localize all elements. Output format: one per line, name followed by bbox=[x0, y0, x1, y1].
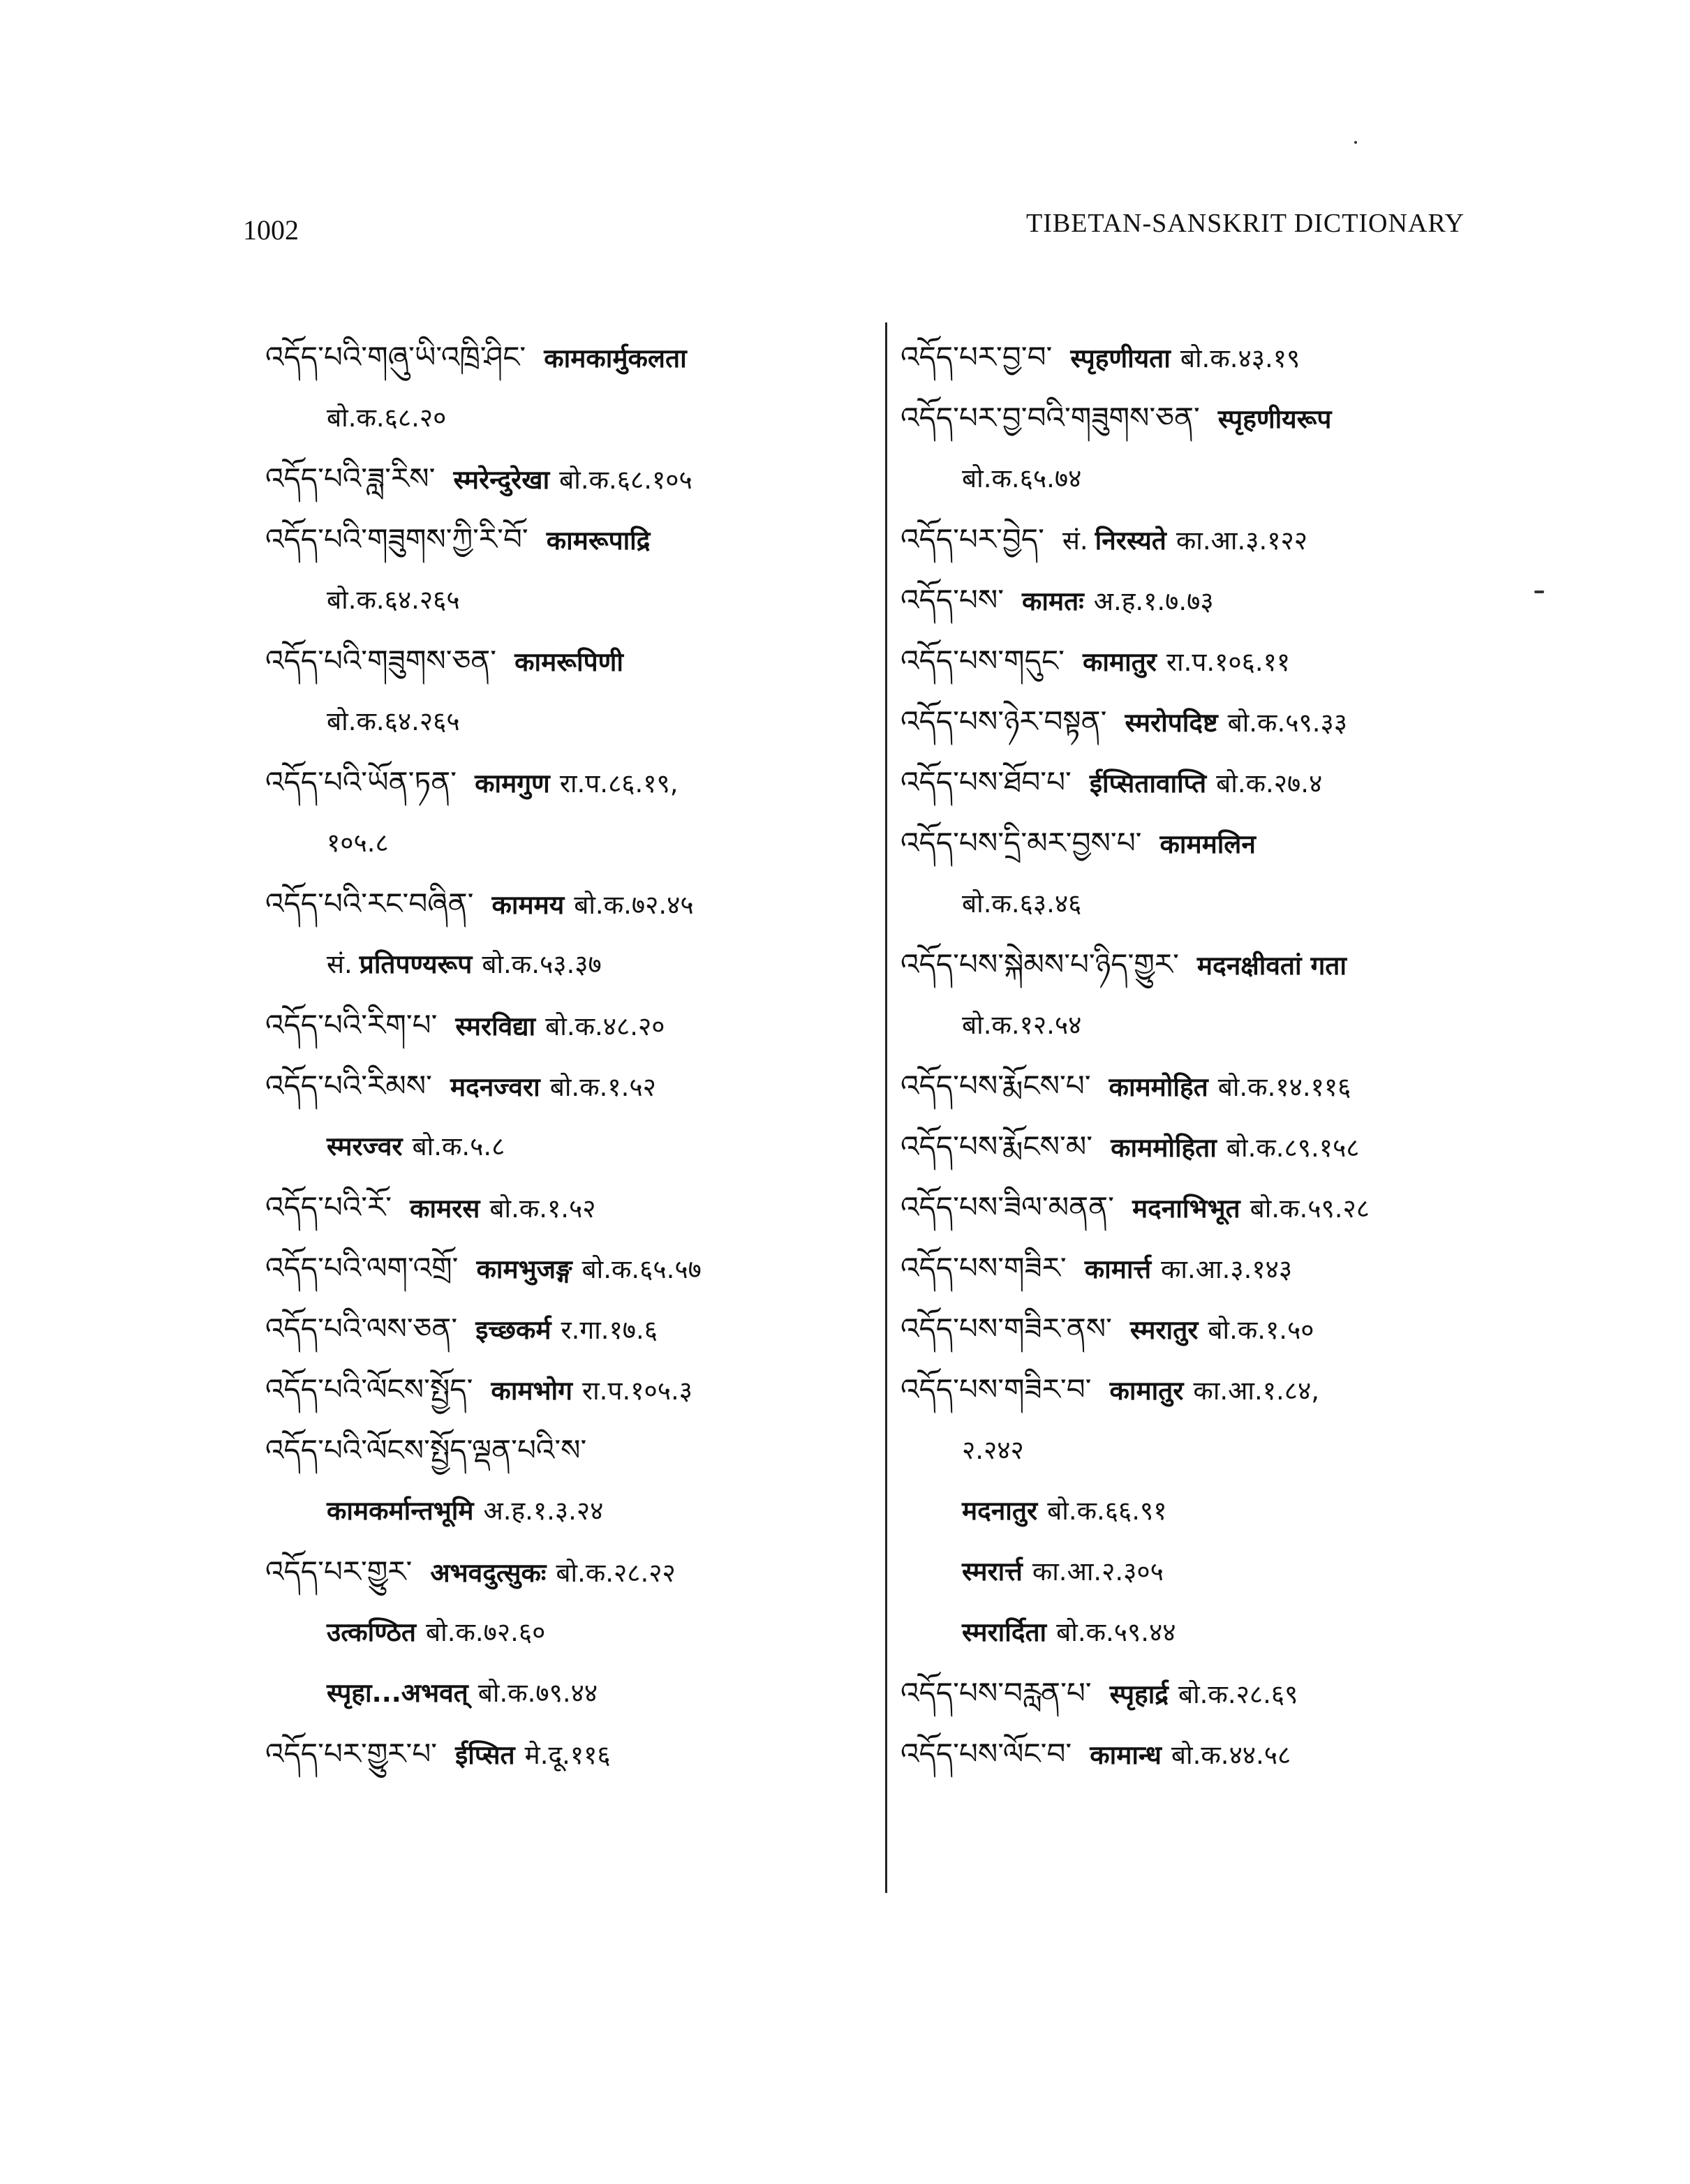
running-title: TIBETAN-SANSKRIT DICTIONARY bbox=[1026, 209, 1465, 238]
tibetan-headword: འདོད་པའི་ཟླ་རིས་ bbox=[265, 461, 436, 496]
sanskrit-equivalent: कामातुर bbox=[1109, 1376, 1184, 1406]
entry-continuation bbox=[265, 691, 866, 752]
column-divider bbox=[885, 322, 887, 1893]
sanskrit-equivalent: कामतः bbox=[1022, 586, 1084, 616]
tibetan-headword: འདོད་པའི་གཟུགས་ཀྱི་རི་བོ་ bbox=[265, 522, 528, 556]
dictionary-entry bbox=[265, 1359, 866, 1420]
source-reference: बो.क.२७.४ bbox=[1216, 768, 1323, 798]
dictionary-entry bbox=[265, 1238, 866, 1298]
tibetan-headword: འདོད་པའི་རིམས་ bbox=[265, 1069, 432, 1103]
sanskrit-prefix: सं. bbox=[1062, 526, 1088, 556]
dictionary-entry bbox=[900, 327, 1529, 387]
sanskrit-equivalent: मदनातुर bbox=[962, 1496, 1038, 1526]
source-reference: बो.क.१.५२ bbox=[549, 1072, 656, 1102]
dictionary-entry bbox=[265, 995, 866, 1055]
sanskrit-equivalent: स्पृहणीयता bbox=[1070, 343, 1171, 373]
source-reference: र.गा.१७.६ bbox=[561, 1315, 658, 1345]
source-reference: का.आ.३.१४३ bbox=[1161, 1254, 1293, 1284]
source-reference: बो.क.१४.११६ bbox=[1217, 1072, 1351, 1102]
sanskrit-equivalent: स्मरार्दिता bbox=[962, 1617, 1047, 1647]
tibetan-headword: འདོད་པའི་ཡོན་ཏན་ bbox=[265, 765, 457, 799]
dictionary-entry bbox=[900, 387, 1529, 448]
source-reference: बो.क.४८.२० bbox=[545, 1011, 665, 1041]
sanskrit-equivalent: कामार्त्त bbox=[1084, 1254, 1152, 1284]
source-reference: बो.क.७२.४५ bbox=[574, 890, 694, 920]
entry-continuation bbox=[265, 387, 866, 448]
sanskrit-equivalent: स्पृहार्द्र bbox=[1109, 1679, 1169, 1709]
tibetan-headword: འདོད་པས་གཟིར་བ་ bbox=[900, 1372, 1092, 1406]
source-reference: बो.क.६८.२० bbox=[327, 403, 447, 433]
right-column bbox=[900, 327, 1529, 1784]
tibetan-headword: འདོད་པས་གཟིར་ནས་ bbox=[900, 1312, 1112, 1346]
dictionary-entry bbox=[900, 691, 1529, 752]
entry-continuation bbox=[900, 1420, 1529, 1480]
sanskrit-prefix: सं. bbox=[327, 949, 353, 979]
entry-continuation bbox=[900, 1602, 1529, 1663]
entry-continuation bbox=[265, 812, 866, 873]
tibetan-headword: འདོད་པའི་རོ་ bbox=[265, 1190, 392, 1224]
source-reference: का.आ.१.८४, bbox=[1193, 1376, 1319, 1406]
source-reference: अ.ह.१.३.२४ bbox=[483, 1496, 604, 1526]
sanskrit-equivalent: काममलिन bbox=[1159, 829, 1256, 859]
sanskrit-equivalent: मदनक्षीवतां गता bbox=[1196, 951, 1347, 981]
dictionary-entry bbox=[265, 1420, 866, 1480]
sanskrit-equivalent: प्रतिपण्यरूप bbox=[359, 949, 473, 979]
source-reference: रा.प.१०६.११ bbox=[1166, 647, 1291, 677]
tibetan-headword: འདོད་པས་སྐེམས་པ་ཉིད་གྱུར་ bbox=[900, 947, 1179, 981]
entry-continuation bbox=[265, 570, 866, 630]
source-reference: अ.ह.१.७.७३ bbox=[1093, 586, 1214, 616]
source-reference: बो.क.६५.५७ bbox=[581, 1254, 702, 1284]
sanskrit-equivalent: कामरस bbox=[410, 1194, 480, 1224]
dictionary-entry bbox=[265, 1723, 866, 1784]
tibetan-headword: འདོད་པའི་གཞུ་ཡི་འཁྲི་ཤིང་ bbox=[265, 340, 526, 374]
scan-speck bbox=[1534, 590, 1544, 593]
left-column bbox=[265, 327, 866, 1784]
tibetan-headword: འདོད་པས་བརླན་པ་ bbox=[900, 1676, 1092, 1710]
sanskrit-equivalent: इच्छकर्म bbox=[475, 1315, 551, 1345]
sanskrit-equivalent: उत्कण्ठित bbox=[327, 1617, 417, 1647]
dictionary-entry bbox=[900, 1177, 1529, 1238]
sanskrit-equivalent: स्पृहा...अभवत् bbox=[327, 1678, 468, 1708]
dictionary-entry bbox=[900, 630, 1529, 691]
source-reference: बो.क.६४.२६५ bbox=[327, 706, 460, 736]
tibetan-headword: འདོད་པའི་ལག་འགྲོ་ bbox=[265, 1251, 459, 1285]
tibetan-headword: འདོད་པས་དྲི་མར་བྱས་པ་ bbox=[900, 826, 1142, 860]
dictionary-entry bbox=[265, 448, 866, 509]
sanskrit-equivalent: कामभुजङ्ग bbox=[476, 1254, 572, 1284]
source-reference: बो.क.५९.२८ bbox=[1250, 1194, 1370, 1224]
dictionary-entry bbox=[265, 1298, 866, 1359]
entry-continuation bbox=[900, 1480, 1529, 1541]
sanskrit-equivalent: काममोहिता bbox=[1111, 1133, 1217, 1163]
sanskrit-equivalent: कामभोग bbox=[491, 1376, 572, 1406]
sanskrit-equivalent: स्मरज्वर bbox=[327, 1131, 403, 1161]
source-reference: २.२४२ bbox=[962, 1435, 1024, 1465]
tibetan-headword: འདོད་པའི་ལོངས་སྤྱོད་ bbox=[265, 1372, 473, 1406]
source-reference: बो.क.६८.१०५ bbox=[559, 465, 692, 495]
source-reference: बो.क.५.८ bbox=[412, 1131, 505, 1161]
source-reference: बो.क.१.५२ bbox=[489, 1194, 596, 1224]
dictionary-entry bbox=[900, 509, 1529, 570]
sanskrit-equivalent: कामगुण bbox=[475, 768, 550, 798]
tibetan-headword: འདོད་པས་རྨོངས་མ་ bbox=[900, 1129, 1093, 1164]
sanskrit-equivalent: निरस्यते bbox=[1095, 526, 1166, 556]
sanskrit-equivalent: स्मरार्त्त bbox=[962, 1557, 1023, 1587]
dictionary-entry bbox=[900, 1298, 1529, 1359]
sanskrit-equivalent: स्मरविद्या bbox=[455, 1011, 536, 1041]
source-reference: बो.क.६३.४६ bbox=[962, 889, 1082, 919]
dictionary-entry bbox=[900, 1359, 1529, 1420]
tibetan-headword: འདོད་པས་ཐོབ་པ་ bbox=[900, 765, 1072, 799]
source-reference: का.आ.२.३०५ bbox=[1032, 1557, 1164, 1587]
source-reference: बो.क.१२.५४ bbox=[962, 1010, 1082, 1040]
tibetan-headword: འདོད་པས་རྨོངས་པ་ bbox=[900, 1069, 1091, 1103]
tibetan-headword: འདོད་པར་བྱེད་ bbox=[900, 522, 1044, 556]
sanskrit-equivalent: कामकार्मुकलता bbox=[544, 343, 687, 373]
tibetan-headword: འདོད་པས་ཟིལ་མནན་ bbox=[900, 1190, 1114, 1224]
tibetan-headword: འདོད་པའི་གཟུགས་ཅན་ bbox=[265, 644, 497, 678]
source-reference: बो.क.४४.५८ bbox=[1171, 1740, 1291, 1770]
dictionary-entry bbox=[265, 752, 866, 812]
entry-continuation bbox=[265, 1663, 866, 1723]
source-reference: बो.क.५९.३३ bbox=[1227, 708, 1347, 738]
tibetan-headword: འདོད་པས་གཟིར་ bbox=[900, 1251, 1067, 1285]
sanskrit-equivalent: कामान्ध bbox=[1090, 1740, 1162, 1770]
source-reference: बो.क.६५.७४ bbox=[962, 463, 1082, 493]
tibetan-headword: འདོད་པས་གདུང་ bbox=[900, 644, 1065, 678]
source-reference: बो.क.७९.४४ bbox=[477, 1678, 598, 1708]
tibetan-headword: འདོད་པའི་རང་བཞིན་ bbox=[265, 886, 474, 921]
sanskrit-equivalent: स्मरोपदिष्ट bbox=[1125, 708, 1218, 738]
source-reference: का.आ.३.१२२ bbox=[1176, 526, 1307, 556]
entry-continuation bbox=[900, 995, 1529, 1055]
sanskrit-equivalent: कामकर्मान्तभूमि bbox=[327, 1496, 474, 1526]
dictionary-entry bbox=[265, 873, 866, 934]
dictionary-entry bbox=[265, 1541, 866, 1602]
tibetan-headword: འདོད་པས་ bbox=[900, 583, 1005, 617]
page-number: 1002 bbox=[243, 214, 299, 246]
entry-continuation bbox=[265, 934, 866, 995]
dictionary-entry bbox=[900, 1723, 1529, 1784]
tibetan-headword: འདོད་པར་བྱ་བ་ bbox=[900, 340, 1053, 374]
dictionary-entry bbox=[900, 934, 1529, 995]
scan-speck bbox=[1354, 141, 1357, 144]
source-reference: १०५.८ bbox=[327, 828, 389, 858]
sanskrit-equivalent: कामरूपाद्रि bbox=[546, 526, 651, 556]
source-reference: मे.दू.११६ bbox=[524, 1740, 611, 1770]
dictionary-entry bbox=[900, 1238, 1529, 1298]
source-reference: बो.क.४३.१९ bbox=[1180, 343, 1300, 373]
tibetan-headword: འདོད་པས་ཉེར་བསྟན་ bbox=[900, 704, 1107, 738]
sanskrit-equivalent: मदनज्वरा bbox=[450, 1072, 540, 1102]
dictionary-entry bbox=[900, 570, 1529, 630]
sanskrit-equivalent: ईप्सितावाप्ति bbox=[1089, 768, 1207, 798]
dictionary-entry bbox=[900, 812, 1529, 873]
tibetan-headword: འདོད་པའི་ལས་ཅན་ bbox=[265, 1312, 458, 1346]
tibetan-headword: འདོད་པའི་ལོངས་སྤྱོད་ལྡན་པའི་ས་ bbox=[265, 1433, 587, 1467]
sanskrit-equivalent: काममोहित bbox=[1109, 1072, 1208, 1102]
sanskrit-equivalent: कामातुर bbox=[1082, 647, 1157, 677]
sanskrit-equivalent: स्पृहणीयरूप bbox=[1217, 404, 1332, 434]
dictionary-entry bbox=[900, 1663, 1529, 1723]
dictionary-entry bbox=[265, 509, 866, 570]
sanskrit-equivalent: स्मरातुर bbox=[1129, 1315, 1199, 1345]
source-reference: बो.क.५९.४४ bbox=[1056, 1617, 1176, 1647]
dictionary-entry bbox=[265, 1055, 866, 1116]
dictionary-entry bbox=[900, 1116, 1529, 1177]
source-reference: रा.प.१०५.३ bbox=[581, 1376, 692, 1406]
tibetan-headword: འདོད་པར་བྱ་བའི་གཟུགས་ཅན་ bbox=[900, 401, 1200, 435]
dictionary-entry bbox=[900, 752, 1529, 812]
tibetan-headword: འདོད་པར་གྱུར་པ་ bbox=[265, 1737, 438, 1771]
source-reference: बो.क.६६.९१ bbox=[1047, 1496, 1167, 1526]
source-reference: बो.क.८९.१५८ bbox=[1226, 1133, 1360, 1163]
entry-continuation bbox=[265, 1602, 866, 1663]
sanskrit-equivalent: कामरूपिणी bbox=[514, 647, 623, 677]
entry-continuation bbox=[265, 1480, 866, 1541]
sanskrit-equivalent: मदनाभिभूत bbox=[1132, 1194, 1240, 1224]
source-reference: बो.क.१.५० bbox=[1208, 1315, 1314, 1345]
source-reference: बो.क.२८.२२ bbox=[556, 1558, 676, 1588]
sanskrit-equivalent: स्मरेन्दुरेखा bbox=[453, 465, 550, 495]
source-reference: बो.क.२८.६९ bbox=[1178, 1679, 1298, 1709]
sanskrit-equivalent: काममय bbox=[491, 890, 565, 920]
entry-continuation bbox=[900, 1541, 1529, 1602]
dictionary-entry bbox=[265, 1177, 866, 1238]
dictionary-entry bbox=[265, 630, 866, 691]
source-reference: बो.क.६४.२६५ bbox=[327, 585, 460, 615]
tibetan-headword: འདོད་པར་གྱུར་ bbox=[265, 1554, 413, 1589]
tibetan-headword: འདོད་པའི་རིག་པ་ bbox=[265, 1008, 438, 1042]
sanskrit-equivalent: अभवदुत्सुकः bbox=[430, 1558, 547, 1588]
source-reference: बो.क.५३.३७ bbox=[482, 949, 602, 979]
dictionary-entry bbox=[265, 327, 866, 387]
entry-continuation bbox=[900, 448, 1529, 509]
sanskrit-equivalent: ईप्सित bbox=[455, 1740, 515, 1770]
entry-continuation bbox=[900, 873, 1529, 934]
source-reference: बो.क.७२.६० bbox=[426, 1617, 546, 1647]
tibetan-headword: འདོད་པས་ལོང་བ་ bbox=[900, 1737, 1072, 1771]
source-reference: रा.प.८६.१९, bbox=[559, 768, 679, 798]
dictionary-entry bbox=[900, 1055, 1529, 1116]
entry-continuation bbox=[265, 1116, 866, 1177]
